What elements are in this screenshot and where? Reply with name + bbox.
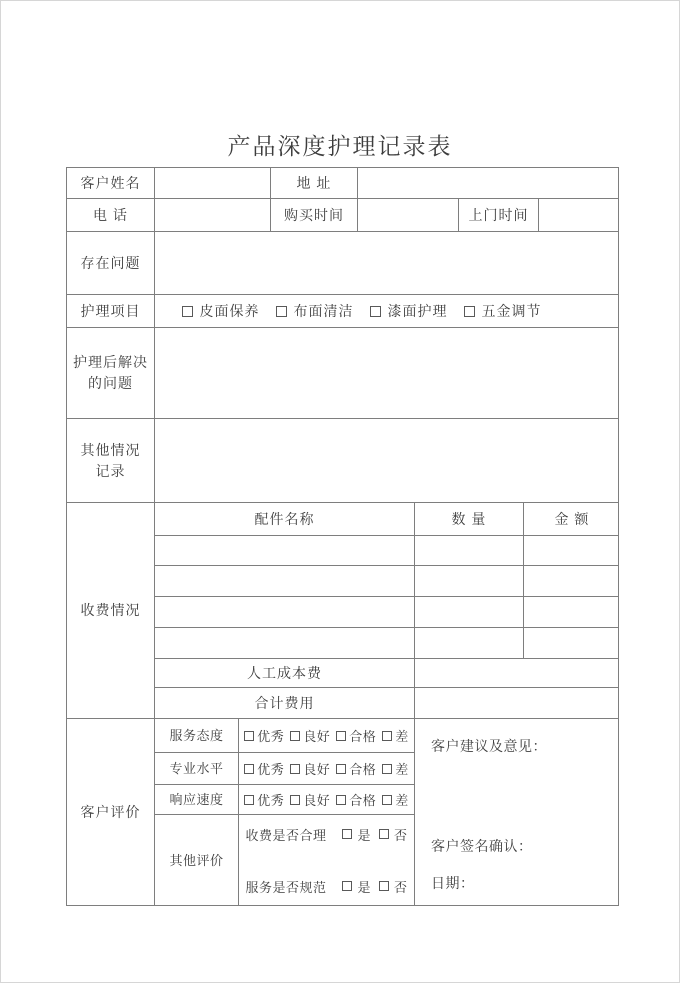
rating-option-pass[interactable]: 合格	[336, 759, 376, 778]
checkbox-icon[interactable]	[342, 881, 352, 891]
other-evaluation-items	[239, 815, 415, 905]
purchase-time-label: 购买时间	[271, 199, 358, 232]
checkbox-icon[interactable]	[336, 764, 346, 774]
evaluation-section	[67, 719, 618, 905]
quantity-field[interactable]	[415, 628, 524, 659]
care-items-label: 护理项目	[67, 295, 155, 328]
checkbox-icon[interactable]	[244, 795, 254, 805]
rating-option-good[interactable]: 良好	[290, 759, 330, 778]
checkbox-icon[interactable]	[379, 881, 389, 891]
care-option-fabric[interactable]	[276, 301, 354, 321]
checkbox-icon[interactable]	[182, 306, 193, 317]
rating-option-poor[interactable]: 差	[382, 726, 409, 745]
rating-row-professional	[155, 753, 415, 785]
charges-inner-table	[155, 503, 619, 719]
amount-header: 金 额	[524, 503, 619, 536]
professional-level-options	[239, 753, 415, 785]
checkbox-icon[interactable]	[464, 306, 475, 317]
total-cost-field[interactable]	[415, 688, 619, 719]
checkbox-icon[interactable]	[382, 795, 392, 805]
solved-problems-field[interactable]	[155, 328, 619, 419]
checkbox-icon[interactable]	[382, 764, 392, 774]
yes-option[interactable]: 是	[342, 825, 371, 844]
service-standard-item	[245, 877, 407, 896]
checkbox-icon[interactable]	[276, 306, 287, 317]
response-speed-options	[239, 785, 415, 815]
row-phone	[67, 199, 618, 232]
charge-reasonable-item	[245, 825, 407, 844]
professional-level-label: 专业水平	[155, 753, 239, 785]
existing-problems-field[interactable]	[155, 232, 619, 295]
other-records-label	[67, 419, 155, 503]
rating-option-excellent[interactable]: 优秀	[244, 790, 284, 809]
charges-section	[67, 503, 618, 719]
checkbox-icon[interactable]	[382, 731, 392, 741]
charges-label: 收费情况	[67, 503, 155, 719]
customer-name-field[interactable]	[155, 168, 271, 199]
service-standard-label: 服务是否规范	[245, 879, 327, 895]
checkbox-icon[interactable]	[379, 829, 389, 839]
quantity-header: 数 量	[415, 503, 524, 536]
rating-option-excellent[interactable]: 优秀	[244, 726, 284, 745]
accessory-name-field[interactable]	[155, 566, 415, 597]
address-field[interactable]	[358, 168, 619, 199]
care-option-hardware[interactable]	[464, 301, 542, 321]
other-records-label-line1: 其他情况	[80, 441, 141, 458]
phone-field[interactable]	[155, 199, 271, 232]
accessory-row	[155, 597, 619, 628]
service-attitude-label: 服务态度	[155, 719, 239, 753]
charge-reasonable-label: 收费是否合理	[245, 827, 327, 843]
care-option-label: 漆面护理	[387, 303, 448, 319]
other-records-field[interactable]	[155, 419, 619, 503]
checkbox-icon[interactable]	[336, 731, 346, 741]
no-option[interactable]: 否	[379, 877, 408, 896]
checkbox-icon[interactable]	[342, 829, 352, 839]
date-label: 日期：	[431, 875, 475, 891]
care-option-label: 五金调节	[481, 303, 542, 319]
labor-cost-row	[155, 659, 619, 688]
suggestions-label: 客户建议及意见：	[431, 738, 547, 754]
labor-cost-label: 人工成本费	[155, 659, 415, 688]
rating-option-poor[interactable]: 差	[382, 759, 409, 778]
yes-option[interactable]: 是	[342, 877, 371, 896]
care-items-options	[155, 295, 619, 328]
accessory-name-field[interactable]	[155, 536, 415, 566]
care-option-label: 布面清洁	[293, 303, 354, 319]
checkbox-icon[interactable]	[336, 795, 346, 805]
signature-label: 客户签名确认：	[431, 838, 533, 854]
rating-option-pass[interactable]: 合格	[336, 790, 376, 809]
care-record-table	[66, 167, 619, 906]
visit-time-field[interactable]	[539, 199, 619, 232]
rating-row-attitude	[155, 719, 415, 753]
labor-cost-field[interactable]	[415, 659, 619, 688]
existing-problems-label: 存在问题	[67, 232, 155, 295]
row-care-items	[67, 295, 618, 328]
care-option-leather[interactable]	[182, 301, 260, 321]
evaluation-inner-table	[155, 719, 415, 905]
address-label: 地 址	[271, 168, 358, 199]
purchase-time-field[interactable]	[358, 199, 459, 232]
checkbox-icon[interactable]	[290, 795, 300, 805]
page-title: 产品深度护理记录表	[227, 133, 453, 159]
customer-name-label: 客户姓名	[67, 168, 155, 199]
amount-field[interactable]	[524, 628, 619, 659]
quantity-field[interactable]	[415, 566, 524, 597]
evaluation-label: 客户评价	[67, 719, 155, 905]
accessory-row	[155, 628, 619, 659]
accessory-row	[155, 536, 619, 566]
no-option[interactable]: 否	[379, 825, 408, 844]
checkbox-icon[interactable]	[290, 731, 300, 741]
checkbox-icon[interactable]	[290, 764, 300, 774]
amount-field[interactable]	[524, 536, 619, 566]
row-solved-problems	[67, 328, 618, 419]
care-option-paint[interactable]	[370, 301, 448, 321]
other-records-label-line2: 记录	[95, 462, 126, 479]
checkbox-icon[interactable]	[244, 731, 254, 741]
rating-option-good[interactable]: 良好	[290, 726, 330, 745]
charges-header-row	[155, 503, 619, 536]
other-evaluation-label: 其他评价	[155, 815, 239, 905]
accessory-row	[155, 566, 619, 597]
rating-option-excellent[interactable]: 优秀	[244, 759, 284, 778]
accessory-name-header: 配件名称	[155, 503, 415, 536]
accessory-name-field[interactable]	[155, 628, 415, 659]
customer-remarks-cell[interactable]	[415, 719, 619, 905]
amount-field[interactable]	[524, 566, 619, 597]
rating-option-pass[interactable]: 合格	[336, 726, 376, 745]
service-attitude-options	[239, 719, 415, 753]
response-speed-label: 响应速度	[155, 785, 239, 815]
rating-row-response	[155, 785, 415, 815]
row-customer	[67, 168, 618, 199]
solved-problems-label-line1: 护理后解决	[73, 354, 148, 370]
checkbox-icon[interactable]	[244, 764, 254, 774]
accessory-name-field[interactable]	[155, 597, 415, 628]
total-cost-label: 合计费用	[155, 688, 415, 719]
phone-label: 电 话	[67, 199, 155, 232]
visit-time-label: 上门时间	[459, 199, 539, 232]
row-other-records	[67, 419, 618, 503]
other-evaluation-row	[155, 815, 415, 905]
checkbox-icon[interactable]	[370, 306, 381, 317]
quantity-field[interactable]	[415, 597, 524, 628]
total-cost-row	[155, 688, 619, 719]
care-option-label: 皮面保养	[199, 303, 260, 319]
amount-field[interactable]	[524, 597, 619, 628]
quantity-field[interactable]	[415, 536, 524, 566]
solved-problems-label-line2: 的问题	[88, 375, 133, 391]
rating-option-good[interactable]: 良好	[290, 790, 330, 809]
rating-option-poor[interactable]: 差	[382, 790, 409, 809]
row-existing-problems	[67, 232, 618, 295]
solved-problems-label	[67, 328, 155, 419]
